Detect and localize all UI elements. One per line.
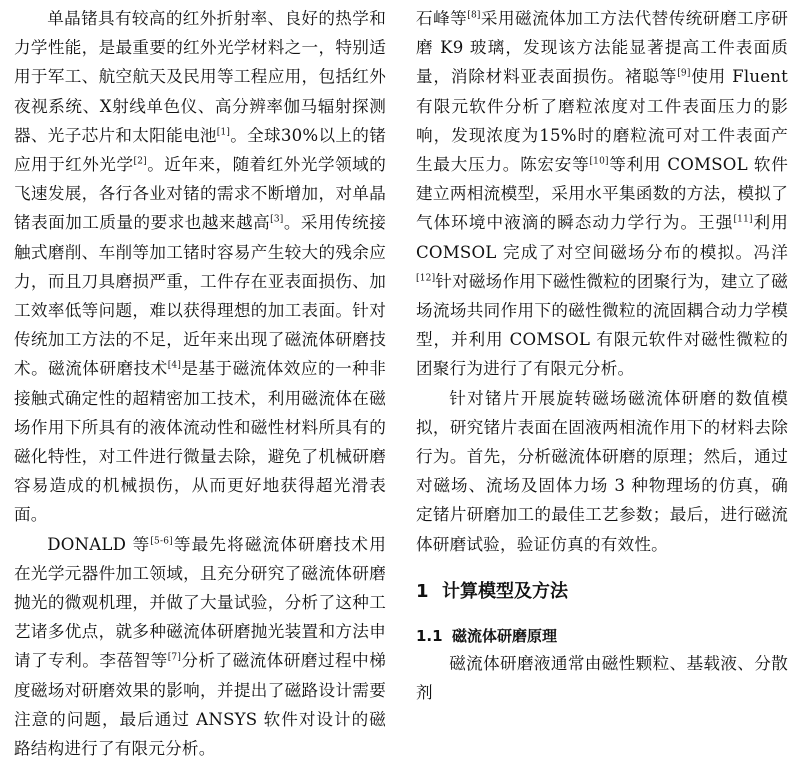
citation-ref: [8] bbox=[467, 10, 481, 21]
citation-ref: [4] bbox=[167, 360, 182, 371]
subsection-heading bbox=[416, 625, 788, 647]
text-run: 磁流体研磨液通常由磁性颗粒、基载液、分散剂 bbox=[416, 653, 788, 703]
citation-ref: [1] bbox=[216, 127, 231, 138]
text-run: DONALD 等 bbox=[47, 534, 151, 554]
text-run: 使用 Fluent 有限元软件分析了磨粒浓度对工件表面压力的影响，发现浓度为15%时的磨粒流可对工件表面产生最大压力。陈宏安等 bbox=[416, 67, 789, 175]
citation-ref: [9] bbox=[677, 68, 691, 79]
section-number: 1 bbox=[416, 580, 429, 602]
text-run: 采用磁流体加工方法代替传统研磨工序研磨 K9 玻璃，发现该方法能显著提高工件表面质量，消除材料亚表面损伤。褚聪等 bbox=[416, 9, 788, 87]
text-run: 针对锗片开展旋转磁场磁流体研磨的数值模拟，研究锗片表面在固液两相流作用下的材料去除行为。首先，分析磁流体研磨的原理；然后，通过对磁场、流场及固体力场 3 种物理场的仿真，确定锗片研磨加工的最佳工艺参数；最后，进行磁流体研磨试验，验证仿真的有效性。 bbox=[416, 388, 788, 554]
citation-ref: [2] bbox=[133, 156, 147, 167]
text-run: 针对磁场作用下磁性微粒的团聚行为，建立了磁场流场共同作用下的磁性微粒的流固耦合动力学模型，并利用 COMSOL 有限元软件对磁性微粒的团聚行为进行了有限元分析。 bbox=[416, 271, 788, 379]
text-run: 等最先将磁流体研磨技术用在光学元器件加工领域，且充分研究了磁流体研磨抛光的微观机理，并做了大量试验，分析了这种工艺诸多优点，就多种磁流体研磨抛光装置和方法申请了专利。李蓓智等 bbox=[14, 534, 386, 671]
section-title: 计算模型及方法 bbox=[442, 580, 568, 602]
right-column bbox=[416, 4, 788, 707]
citation-ref: [11] bbox=[733, 214, 753, 225]
citation-ref: [3] bbox=[270, 214, 284, 225]
text-run: 。全球30%以上的锗应用于红外光学 bbox=[14, 125, 386, 175]
citation-ref: [12] bbox=[416, 273, 436, 284]
text-run: 石峰等 bbox=[416, 9, 468, 28]
text-run: 单晶锗具有较高的红外折射率、良好的热学和力学性能，是最重要的红外光学材料之一，特别适用于军工、航空航天及民用等工程应用，包括红外夜视系统、X射线单色仪、高分辨率伽马辐射探测器、光子芯片和太阳能电池 bbox=[14, 9, 386, 145]
text-run: 分析了磁流体研磨过程中梯度磁场对研磨效果的影响，并提出了磁路设计需要注意的问题，最后通过 ANSYS 软件对设计的磁路结构进行了有限元分析。 bbox=[14, 651, 386, 759]
text-run: 。近年来，随着红外光学领域的飞速发展，各行各业对锗的需求不断增加，对单晶锗表面加工质量的要求也越来越高 bbox=[14, 155, 386, 233]
text-run: 等利用 COMSOL 软件建立两相流模型，采用水平集函数的方法，模拟了气体环境中液滴的瞬态动力学行为。王强 bbox=[416, 155, 788, 233]
citation-ref: [7] bbox=[167, 652, 182, 663]
section-heading bbox=[416, 579, 788, 605]
principle-paragraph bbox=[416, 649, 788, 707]
citation-ref: [10] bbox=[589, 156, 609, 167]
text-run: 。采用传统接触式磨削、车削等加工锗时容易产生较大的残余应力，而且刀具磨损严重，工件存在亚表面损伤、加工效率低等问题，难以获得理想的加工表面。针对传统加工方法的不足，近年来出现了磁流体研磨技术。磁流体研磨技术 bbox=[14, 213, 386, 379]
text-run: 是基于磁流体效应的一种非接触式确定性的超精密加工技术，利用磁流体在磁场作用下所具有的液体流动性和磁性材料所具有的磁化特性，对工件进行微量去除，避免了机械研磨容易造成的机械损伤，从而更好地获得超光滑表面。 bbox=[14, 359, 386, 525]
intro-paragraph bbox=[14, 4, 386, 530]
subsection-number: 1.1 bbox=[416, 626, 443, 645]
related-work-continued-paragraph bbox=[416, 4, 788, 384]
research-aim-paragraph bbox=[416, 384, 788, 559]
subsection-title: 磁流体研磨原理 bbox=[452, 626, 558, 645]
related-work-paragraph bbox=[14, 530, 386, 763]
text-run: 利用 COMSOL 完成了对空间磁场分布的模拟。冯洋 bbox=[416, 213, 788, 262]
citation-ref: [5-6] bbox=[150, 536, 173, 547]
left-column bbox=[14, 4, 386, 763]
